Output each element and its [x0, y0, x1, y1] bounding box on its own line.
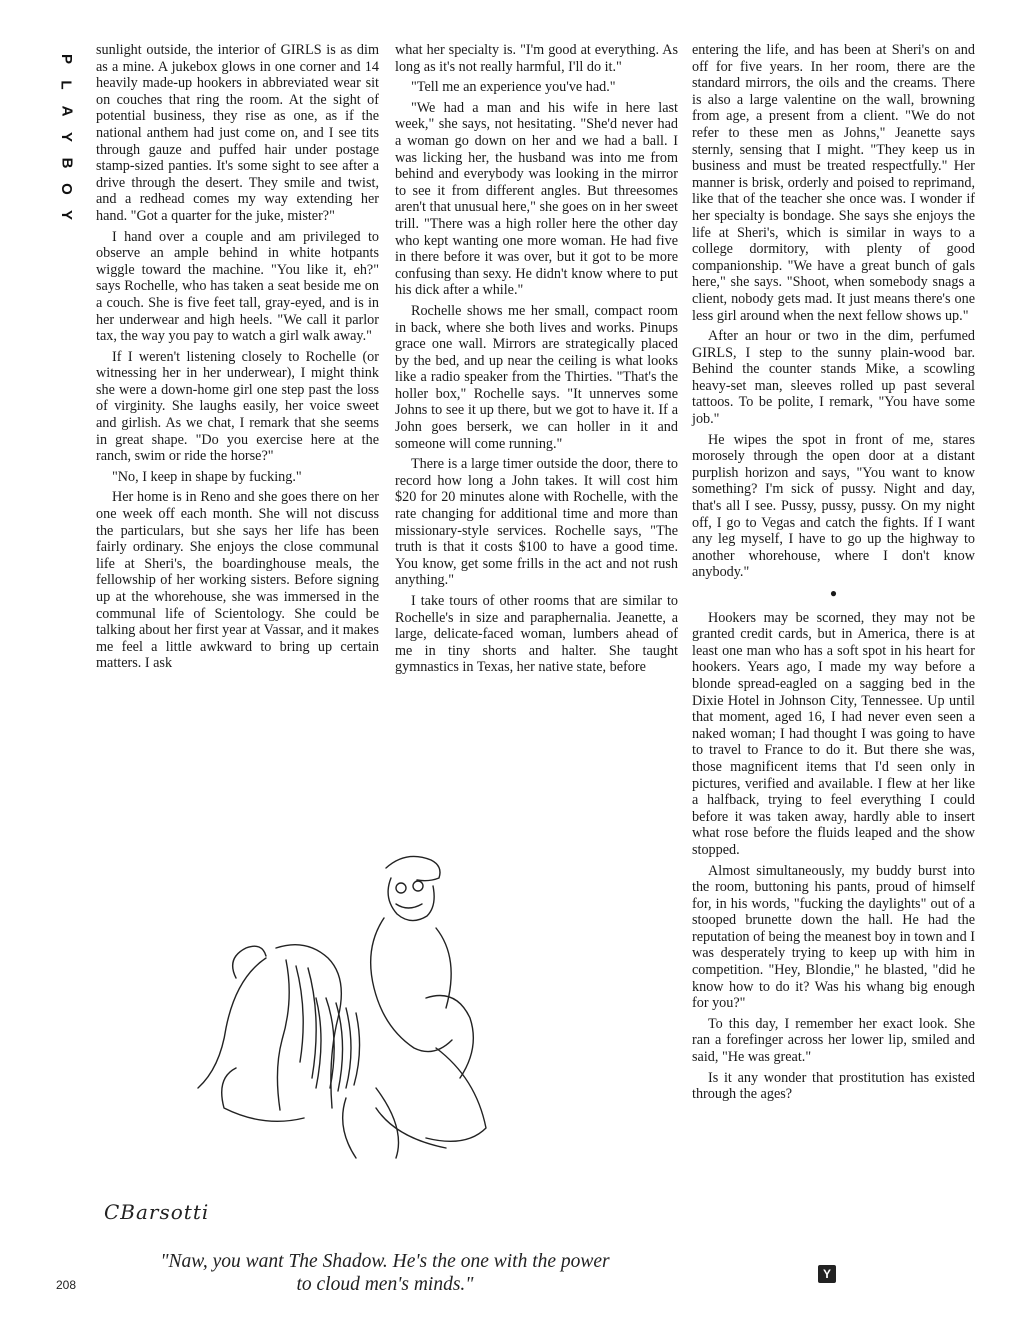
magazine-name-letter: O	[57, 183, 75, 195]
article-paragraph: I take tours of other rooms that are similar to Rochelle's in size and paraphernalia. Jeanette, a large, delicate-faced woman, lumbers ahead of me in tiny shorts and halter. She taught gymnastics in Texas, her native state, before	[395, 593, 678, 676]
article-paragraph: what her specialty is. "I'm good at everything. As long as it's not really harmful, I'll do it."	[395, 42, 678, 75]
bunny-end-mark-icon: Y	[818, 1265, 836, 1283]
magazine-name	[56, 46, 76, 228]
article-paragraph: "Tell me an experience you've had."	[411, 79, 616, 96]
article-paragraph: After an hour or two in the dim, perfumed GIRLS, I step to the sunny plain-wood bar. Behind the counter stands Mike, a scowling heavy-set man, sleeves rolled up past several tattoos. To be polite, I remark, "You have some job."	[692, 328, 975, 428]
magazine-name-letter: Y	[57, 209, 75, 221]
article-paragraph: He wipes the spot in front of me, stares morosely through the open door at a distant purplish horizon and says, "You want to know something? I'm sick of pussy. Night and day, that's all I see. Pussy, pussy, pussy. On my night off, I go to Vegas and catch the fights. If I want any leg myself, I have to go up the highway to another whorehouse, where I don't know anybody."	[692, 431, 975, 581]
caption-line-1: "Naw, you want The Shadow. He's the one with the power	[160, 1251, 610, 1272]
page-number: 208	[56, 1278, 77, 1292]
magazine-name-letter: P	[57, 53, 75, 65]
caption-line-2: to cloud men's minds."	[296, 1274, 474, 1295]
article-paragraph: Is it any wonder that prostitution has existed through the ages?	[692, 1069, 975, 1103]
article-column-2	[395, 42, 678, 680]
cartoon-caption	[100, 1250, 670, 1296]
article-paragraph: Hookers may be scorned, they may not be granted credit cards, but in America, there is at least one man who has a soft spot in his heart for hookers. Years ago, I made my way before a blonde spread-eagled on a sagging bed in the Dixie Hotel in Johnson City, Tennessee. Up until that moment, aged 16, I had never even seen a naked woman; I had thought I was going to have to travel to France to do it. But there she was, those magnificent items that I'd seen only in pictures, verified and available. I flew at her like a halfback, trying to feel everything I could before it was taken away, hardly able to insert what rose before the fluids leaped and the show stopped.	[692, 609, 975, 858]
article-paragraph: To this day, I remember her exact look. She ran a forefinger across her lower lip, smiled and said, "He was great."	[692, 1015, 975, 1066]
magazine-name-letter: B	[58, 157, 75, 169]
section-break-bullet: ●	[829, 586, 838, 600]
magazine-name-letter: Y	[57, 131, 75, 143]
article-paragraph: There is a large timer outside the door, there to record how long a John takes. It will cost him $20 for 20 minutes alone with Rochelle, with the rate changing for additional time and more than missionary-style services. Rochelle says, "The truth is that it costs $100 to have a good time. You know, get some frills in the act and not rush anything."	[395, 456, 678, 589]
article-paragraph: Rochelle shows me her small, compact room in back, where she both lives and works. Pinups grace one wall. Mirrors are strategically placed by the bed, and up near the ceiling is what looks like a radio speaker from the Thirties. "That's the holler box," Rochelle says. "It unnerves some Johns to see it up there, but we got to have it. If a John goes berserk, we can holler in it and someone will come running."	[395, 302, 678, 452]
article-paragraph: sunlight outside, the interior of GIRLS is as dim as a mine. A jukebox glows in one corner and 14 heavily made-up hookers in abbreviated wear sit on couches that ring the room. At the sight of potential business, they rise as one, as if the national anthem had just come on, and I see tits through gauze and puffed hair under postage stamp-sized panties. It's some sight to see after a drive through the desert. They smile and twist, and a redhead comes my way extending her hand. "Got a quarter for the juke, mister?"	[96, 42, 379, 224]
article-paragraph: "We had a man and his wife in here last week," she says, not hesitating. "She'd never had a woman go down on her and we had a ball. I was licking her, the husband was into me from behind and everybody was looking in the mirror to see it from different angles. But threesomes aren't that unusual here," she goes on in her sweet trill. "There was a high roller here the other day who kept wanting one more woman. He had five in there before it was over, but it got to be more confusing than sexy. He didn't know where to put his dick after a while."	[395, 99, 678, 299]
article-paragraph: If I weren't listening closely to Rochelle (or witnessing her in her underwear), I might think she were a down-home girl one step past the loss of virginity. She laughs easily, her voice sweet and girlish. As we chat, I remark that she seems in great shape. "Do you exercise here at the ranch, swim or ride the horse?"	[96, 348, 379, 465]
article-paragraph: Almost simultaneously, my buddy burst into the room, buttoning his pants, proud of himself for, in his words, "fucking the daylights" out of a stooped brunette down the hall. He had the reputation of being the meanest boy in town and I was desperately trying to keep up with him in competition. "Hey, Blondie," he blasted, "did he know how to do it? Was his whang big enough for you?"	[692, 862, 975, 1012]
article-column-1	[96, 42, 379, 676]
article-paragraph: I hand over a couple and am privileged to observe an ample behind in white hotpants wiggle toward the machine. "You like it, eh?" says Rochelle, who has taken a seat beside me on a couch. She is five feet tall, gray-eyed, and is in her underwear and high heels. "We call it parlor tax, the way you pay to watch a girl walk away."	[96, 228, 379, 345]
article-paragraph: entering the life, and has been at Sheri's on and off for five years. In her room, there are the standard mirrors, the oils and the creams. There is also a large valentine on the wall, browning from age, a present from a client. "We do not refer to these men as Johns," Jeanette says sternly, sensing that I might. "They keep us in business and must be treated respectfully." Her manner is brisk, orderly and poised to reprimand, like that of the teacher she once was. I wonder if her specialty is bondage. She says she enjoys the life at Sheri's, which is similar in ways to a college dormitory, with plenty of good companionship. "We have a great bunch of gals here," she says. "Shoot, when somebody snags a client, nobody gets mad. It just means there's one less girl around when the next fellow shows up."	[692, 42, 975, 324]
magazine-name-letter: A	[58, 105, 75, 117]
article-paragraph: Her home is in Reno and she goes there on her one week off each month. She will not discuss the particulars, but she says her life has been fairly ordinary. She enjoys the close communal life at Sheri's, the boardinghouse meals, the fellowship of her working sisters. Before signing up at the whorehouse, she was immersed in the communal life of Scientology. She could be talking about her first year at Vassar, and it makes me feel a little awkward to bring up certain matters. I ask	[96, 489, 379, 672]
magazine-name-letter: L	[57, 80, 75, 90]
artist-signature: CBarsotti	[104, 1200, 210, 1224]
cartoon-illustration	[196, 848, 496, 1170]
article-paragraph: "No, I keep in shape by fucking."	[112, 468, 302, 485]
article-column-3	[692, 42, 975, 1107]
